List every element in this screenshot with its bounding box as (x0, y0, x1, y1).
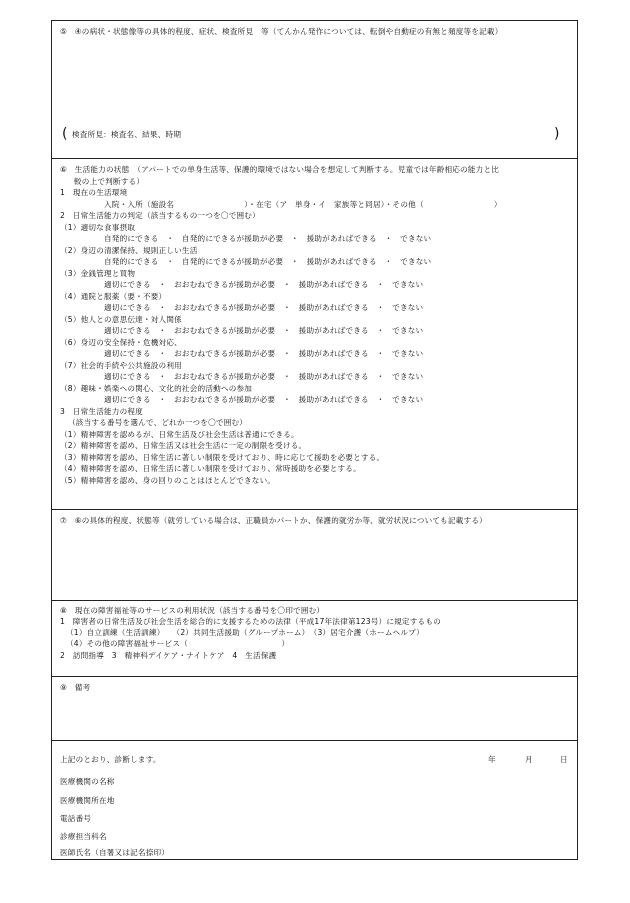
date-month-label: 月 (525, 755, 533, 764)
ability-item-7-options: 適切にできる ・ おおむねできるが援助が必要 ・ 援助があればできる ・ できない (104, 372, 424, 381)
ability-item-6-label: （6）身辺の安全保持・危機対応、 (60, 338, 182, 347)
degree-option-3: （3）精神障害を認め、日常生活に著しい制限を受けており、時に応じて援助を必要とする。 (60, 453, 385, 462)
exam-findings-label: 検査所見：検査名、結果、時期 (72, 130, 182, 139)
ability-item-4-options: 適切にできる ・ おおむねできるが援助が必要 ・ 援助があればできる ・ できない (104, 303, 424, 312)
ability-item-3-label: （3）金銭管理と買物 (60, 269, 136, 278)
ability-item-1-options: 自発的にできる ・ 自発的にできるが援助が必要 ・ 援助があればできる ・ できない (104, 234, 432, 243)
services-line-1: （1）自立訓練（生活訓練） （2）共同生活援助（グループホーム） （3）居宅介護（ホームヘルプ） (66, 628, 424, 637)
institution-name-label: 医療機関の名称 (60, 777, 115, 786)
section-9-heading: ⑨ 備考 (60, 683, 91, 692)
section-6-living-ability (52, 159, 577, 510)
degree-option-4: （4）精神障害を認め、日常生活に著しい制限を受けており、常時援助を必要とする。 (60, 464, 361, 473)
ability-item-2-options: 自発的にできる ・ 自発的にできるが援助が必要 ・ 援助があればできる ・ できない (104, 257, 432, 266)
section-9-remarks (52, 677, 577, 741)
section-6-heading-line1: ⑥ 生活能力の状態 （アパートでの単身生活等、保護的環境ではない場合を想定して判断する。児童では年齢相応の能力と比 (60, 165, 500, 174)
section-7-heading: ⑦ ⑥の具体的程度、状態等（就労している場合は、正職員かパートか、保護的就労か等、就労状況についても記載する） (60, 516, 487, 525)
exam-bracket-open: ( (62, 126, 68, 142)
ability-item-5-options: 適切にできる ・ おおむねできるが援助が必要 ・ 援助があればできる ・ できない (104, 326, 424, 335)
diagnosis-statement: 上記のとおり、診断します。 (60, 755, 161, 764)
degree-option-1: （1）精神障害を認めるが、日常生活及び社会生活は普通にできる。 (60, 430, 299, 439)
degree-option-2: （2）精神障害を認め、日常生活又は社会生活に一定の制限を受ける。 (60, 441, 307, 450)
daily-ability-judgment-title: 2 日常生活能力の判定（該当するもの一つを〇で囲む） (60, 211, 260, 220)
living-environment-title: 1 現在の生活環境 (60, 188, 128, 197)
ability-item-8-options: 適切にできる ・ おおむねできるが援助が必要 ・ 援助があればできる ・ できない (104, 395, 424, 404)
exam-bracket-close: ) (554, 126, 560, 142)
ability-item-4-label: （4）通院と服薬（要・不要） (60, 292, 167, 301)
section-7-employment (52, 510, 577, 601)
ability-item-2-label: （2）身辺の清潔保持、規則正しい生活 (60, 246, 198, 255)
daily-ability-degree-note: （該当する番号を選んで、どれか一つを〇で囲む） (68, 418, 248, 427)
institution-address-label: 医療機関所在地 (60, 796, 115, 805)
degree-option-5: （5）精神障害を認め、身の回りのことはほとんどできない。 (60, 476, 276, 485)
section-5-symptoms (52, 21, 577, 159)
support-law-line: 1 障害者の日常生活及び社会生活を総合的に支援するための法律（平成17年法律第123号）に規定するもの (60, 617, 441, 626)
section-8-heading: ⑧ 現在の障害福祉等のサービスの利用状況（該当する番号を〇印で囲む） (60, 606, 325, 615)
ability-item-7-label: （7）社会的手続や公共施設の利用 (60, 361, 182, 370)
daily-ability-degree-title: 3 日常生活能力の程度 (60, 407, 143, 416)
section-5-heading: ⑤ ④の病状・状態像等の具体的程度、症状、検査所見 等（てんかん発作については、転倒や自動症の有無と頻度等を記載） (60, 27, 503, 36)
section-8-services (52, 601, 577, 677)
ability-item-1-label: （1）適切な食事摂取 (60, 223, 136, 232)
doctor-name-label: 医師氏名（自署又は記名捺印） (60, 848, 170, 857)
other-services-line: 2 訪問指導 3 精神科デイケア・ナイトケア 4 生活保護 (60, 651, 277, 660)
phone-number-label: 電話番号 (60, 814, 92, 823)
date-year-label: 年 (488, 755, 496, 764)
date-day-label: 日 (560, 755, 568, 764)
ability-item-3-options: 適切にできる ・ おおむねできるが援助が必要 ・ 援助があればできる ・ できない (104, 280, 424, 289)
ability-item-5-label: （5）他人との意思伝達・対人関係 (60, 315, 182, 324)
ability-item-8-label: （8）趣味・娯楽への関心、文化的社会的活動への参加 (60, 384, 253, 393)
section-6-heading-line2: 較の上で判断する） (74, 177, 145, 186)
department-label: 診療担当科名 (60, 832, 107, 841)
living-environment-options: 入院・入所（施設名 ）・在宅（ア 単身・イ 家族等と同居）・その他（ ） (104, 200, 502, 209)
services-line-2: （4）その他の障害福祉サービス（ ） (66, 639, 290, 648)
ability-item-6-options: 適切にできる ・ おおむねできるが援助が必要 ・ 援助があればできる ・ できない (104, 349, 424, 358)
medical-certificate-form (51, 20, 578, 860)
